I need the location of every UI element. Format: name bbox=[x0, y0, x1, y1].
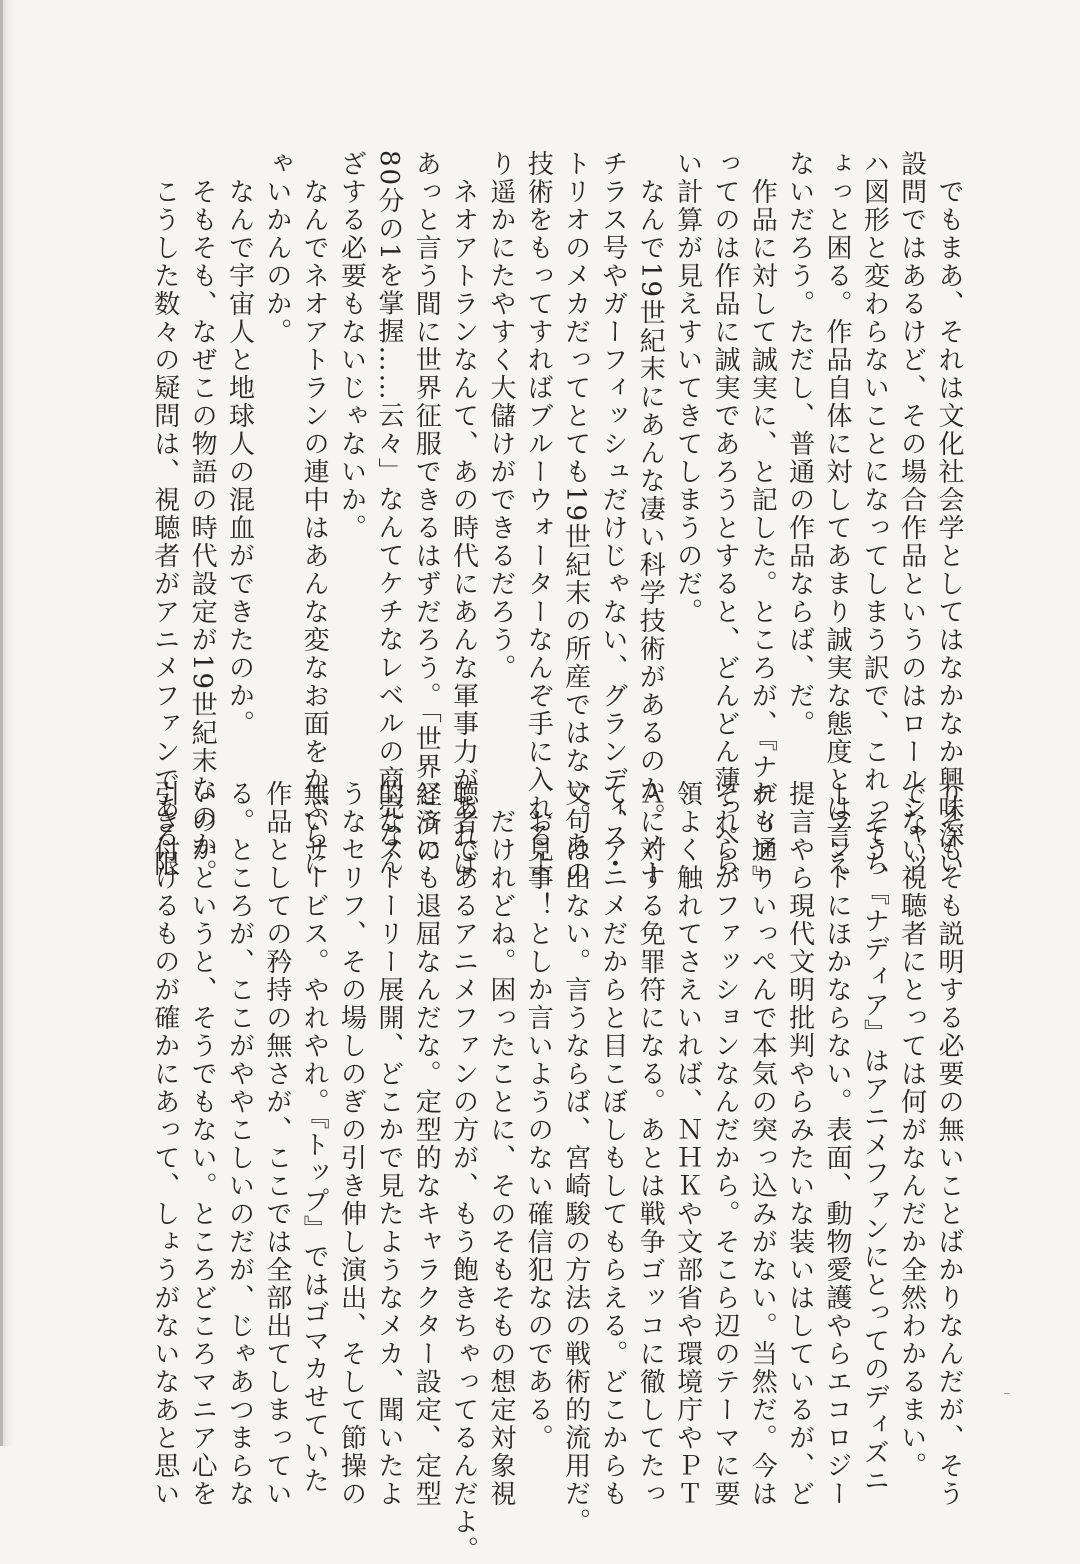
text-column: て、アニメだからと目こぼしもしてもらえる。どこからも bbox=[597, 780, 628, 1508]
text-column: ょっと困る。作品自体に対してあまり誠実な態度とは言え bbox=[821, 150, 852, 878]
text-column: ーランドにほかならない。表面、動物愛護やらエコロジー bbox=[821, 780, 852, 1508]
text-column: でない視聴者にとっては何がなんだか全然わかるまい。 bbox=[896, 780, 927, 1480]
text-column: 無いサービス。やれやれ。『トップ』ではゴマカせていた bbox=[299, 780, 330, 1495]
text-column: Ａに対する免罪符になる。あとは戦争ゴッコに徹してたっ bbox=[635, 780, 666, 1508]
text-column: あっと言う間に世界征服できるはずだろう。「世界経済の bbox=[411, 150, 442, 865]
text-column: そう、『ナディア』はアニメファンにとってのディズニ bbox=[859, 808, 890, 1495]
text-column: れも通りいっぺんで本気の突っ込みがない。当然だ。今は bbox=[747, 780, 778, 1508]
text-column: お見事！としか言いようのない確信犯なのである。 bbox=[523, 808, 554, 1452]
text-column: る。ところが、ここがややこしいのだが、じゃあつまらな bbox=[224, 780, 255, 1508]
text-column: ないだろう。ただし、普通の作品ならば、だ。 bbox=[784, 150, 815, 738]
text-column: 設問ではあるけど、その場合作品というのはロールシャッ bbox=[896, 150, 927, 878]
text-column: うなセリフ、その場しのぎの引き伸し演出、そして節操の bbox=[336, 780, 367, 1508]
text-column: 聴者であるアニメファンの方が、もう飽きちゃってるんだよ。 bbox=[448, 780, 479, 1564]
text-column: いのかというと、そうでもない。ところどころマニア心を bbox=[187, 780, 218, 1508]
text-column: ってのは作品に誠実であろうとすると、どんどん薄っぺら bbox=[709, 150, 740, 878]
text-column: ざする必要もないじゃないか。 bbox=[336, 150, 367, 542]
text-column: 提言やら現代文明批判やらみたいな装いはしているが、ど bbox=[784, 780, 815, 1508]
text-column: 的なストーリー展開、どこかで見たようなメカ、聞いたよ bbox=[373, 780, 404, 1508]
text-column: なんで宇宙人と地球人の混血ができたのか。 bbox=[224, 178, 255, 738]
text-column: チラス号やガーフィッシュだけじゃない、グランディス・ bbox=[597, 150, 628, 878]
text-column: ゃいかんのか。 bbox=[261, 150, 292, 346]
text-column: なんでネオアトランの連中はあんな変なお面をかぶらに bbox=[299, 178, 330, 878]
text-column: だけれどね。困ったことに、そのそもそもの想定対象視 bbox=[485, 808, 516, 1508]
text-block-bottom bbox=[145, 780, 967, 1564]
page-mark bbox=[1004, 1393, 1010, 1398]
text-column: こうした数々の疑問は、視聴者がアニメファンである限 bbox=[149, 178, 180, 878]
text-column: 文句は出ない。言うならば、宮崎駿の方法の戦術的流用だ。 bbox=[560, 780, 591, 1536]
text-column: 引き付けるものが確かにあって、しょうがないなあと思い bbox=[149, 780, 180, 1508]
text-column: 作品としての矜持の無さが、ここでは全部出てしまってい bbox=[261, 780, 292, 1508]
text-column: りそもそも説明する必要の無いことばかりなんだが、そう bbox=[934, 780, 964, 1508]
text-column: 技術をもってすればブルーウォーターなんぞ手に入れるよ bbox=[523, 150, 554, 878]
text-block-top bbox=[145, 150, 967, 893]
text-column: そもそも、なぜこの物語の時代設定が19世紀末なのか。 bbox=[187, 178, 218, 888]
text-column: 80分の1を掌握……云々」なんてケチなレベルの商売なん bbox=[373, 150, 404, 878]
text-column: どうにも退屈なんだな。定型的なキャラクター設定、定型 bbox=[411, 780, 442, 1508]
text-column: トリオのメカだってとても19世紀末の所産ではない。あの bbox=[560, 150, 591, 888]
text-column: ネオアトランなんて、あの時代にあんな軍事力があれば bbox=[448, 178, 479, 878]
text-column: なんで19世紀末にあんな凄い科学技術があるのか。ノー bbox=[635, 178, 666, 888]
text-column: 作品に対して誠実に、と記した。ところが、『ナディア』 bbox=[747, 178, 778, 893]
scan-edge-line bbox=[0, 0, 3, 1446]
text-column: い計算が見えすいてきてしまうのだ。 bbox=[672, 150, 703, 626]
text-column: 領よく触れてさえいれば、ＮＨＫや文部省や環境庁やＰＴ bbox=[672, 780, 703, 1508]
text-column: り遥かにたやすく大儲けができるだろう。 bbox=[485, 150, 516, 682]
text-column: でもまあ、それは文化社会学としてはなかなか興味深い bbox=[934, 178, 964, 878]
text-column: それらがファッションなんだから。そこら辺のテーマに要 bbox=[709, 780, 740, 1508]
text-column: ハ図形と変わらないことになってしまう訳で、これってち bbox=[859, 150, 890, 878]
